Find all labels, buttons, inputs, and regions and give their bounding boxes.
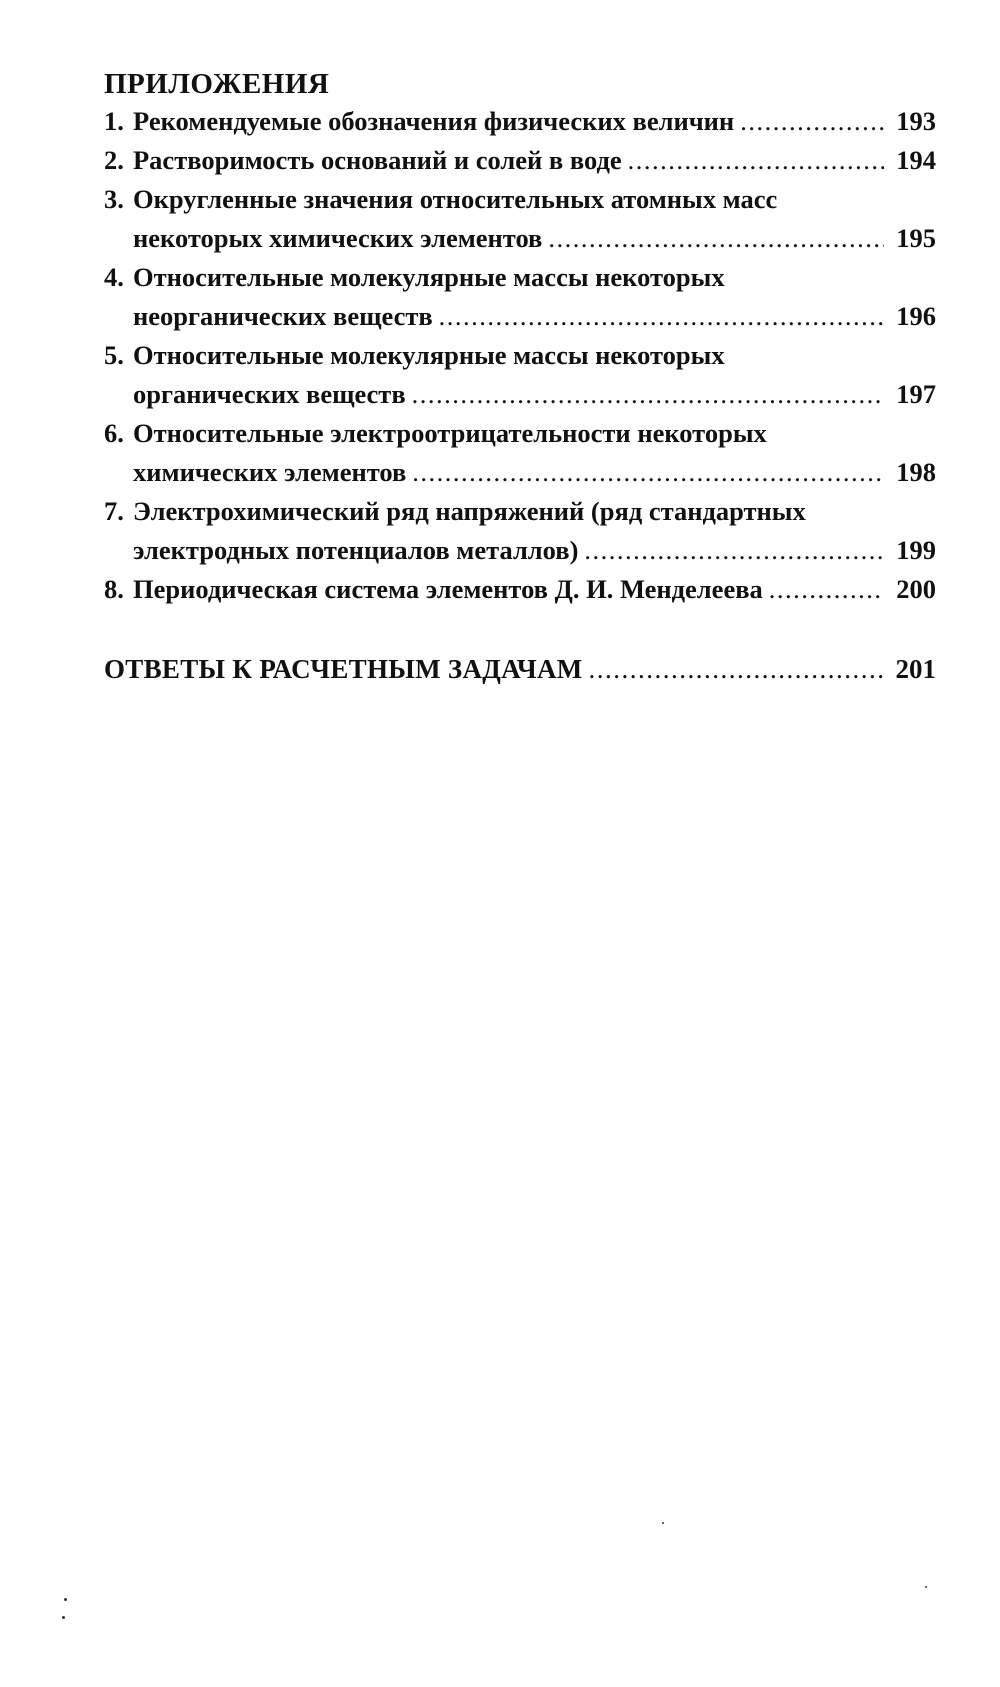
entry-number: 7. [104, 496, 124, 526]
toc-entry-7 [104, 492, 936, 570]
dot-leader [740, 102, 884, 141]
dot-leader [628, 141, 884, 180]
entry-page-number: 198 [896, 457, 936, 487]
dot-leader [584, 531, 884, 570]
table-of-contents [104, 66, 936, 689]
toc-entry-6 [104, 414, 936, 492]
entry-number: 3. [104, 184, 124, 214]
entry-number: 4. [104, 262, 124, 292]
entry-page-number: 196 [896, 301, 936, 331]
entry-title: Растворимость оснований и солей в воде [133, 145, 622, 175]
dot-leader [589, 649, 884, 689]
toc-entry-1 [104, 102, 936, 141]
scan-speck [62, 1616, 65, 1619]
dot-leader [769, 570, 884, 609]
entry-title-continued: некоторых химических элементов [133, 223, 543, 253]
entry-page-number: 195 [896, 223, 936, 253]
entry-title: Электрохимический ряд напряжений (ряд стандартных [133, 496, 806, 526]
entry-title-continued: органических веществ [133, 379, 406, 409]
entry-page-number: 197 [896, 379, 936, 409]
toc-entry-2 [104, 141, 936, 180]
scan-speck [662, 1522, 664, 1524]
dot-leader [412, 453, 884, 492]
entry-title-continued: электродных потенциалов металлов) [133, 535, 579, 565]
dot-leader [439, 297, 884, 336]
entry-page-number: 193 [896, 106, 936, 136]
dot-leader [548, 219, 884, 258]
entry-page-number: 201 [895, 654, 936, 684]
entry-number: 6. [104, 418, 124, 448]
toc-entry-4 [104, 258, 936, 336]
entry-number: 5. [104, 340, 124, 370]
toc-entry-5 [104, 336, 936, 414]
toc-entry-8 [104, 570, 936, 609]
entry-page-number: 199 [896, 535, 936, 565]
scan-speck [64, 1598, 67, 1601]
toc-entry-answers [104, 649, 936, 689]
entry-number: 1. [104, 106, 124, 136]
entry-title: Относительные молекулярные массы некоторых [133, 262, 725, 292]
scan-speck [925, 1586, 927, 1588]
toc-entry-3 [104, 180, 936, 258]
entry-title: Рекомендуемые обозначения физических величин [133, 106, 735, 136]
entry-page-number: 194 [896, 145, 936, 175]
entry-title: Округленные значения относительных атомных масс [133, 184, 778, 214]
dot-leader [412, 375, 884, 414]
entry-title: Относительные электроотрицательности некоторых [133, 418, 767, 448]
entry-title-continued: неорганических веществ [133, 301, 433, 331]
appendix-heading: ПРИЛОЖЕНИЯ [104, 68, 330, 100]
entry-title: Относительные молекулярные массы некоторых [133, 340, 725, 370]
answers-heading: ОТВЕТЫ К РАСЧЕТНЫМ ЗАДАЧАМ [104, 654, 583, 684]
appendix-list [104, 102, 936, 609]
entry-title-continued: химических элементов [133, 457, 407, 487]
entry-number: 2. [104, 145, 124, 175]
entry-page-number: 200 [896, 574, 936, 604]
entry-title: Периодическая система элементов Д. И. Менделеева [133, 574, 763, 604]
entry-number: 8. [104, 574, 124, 604]
